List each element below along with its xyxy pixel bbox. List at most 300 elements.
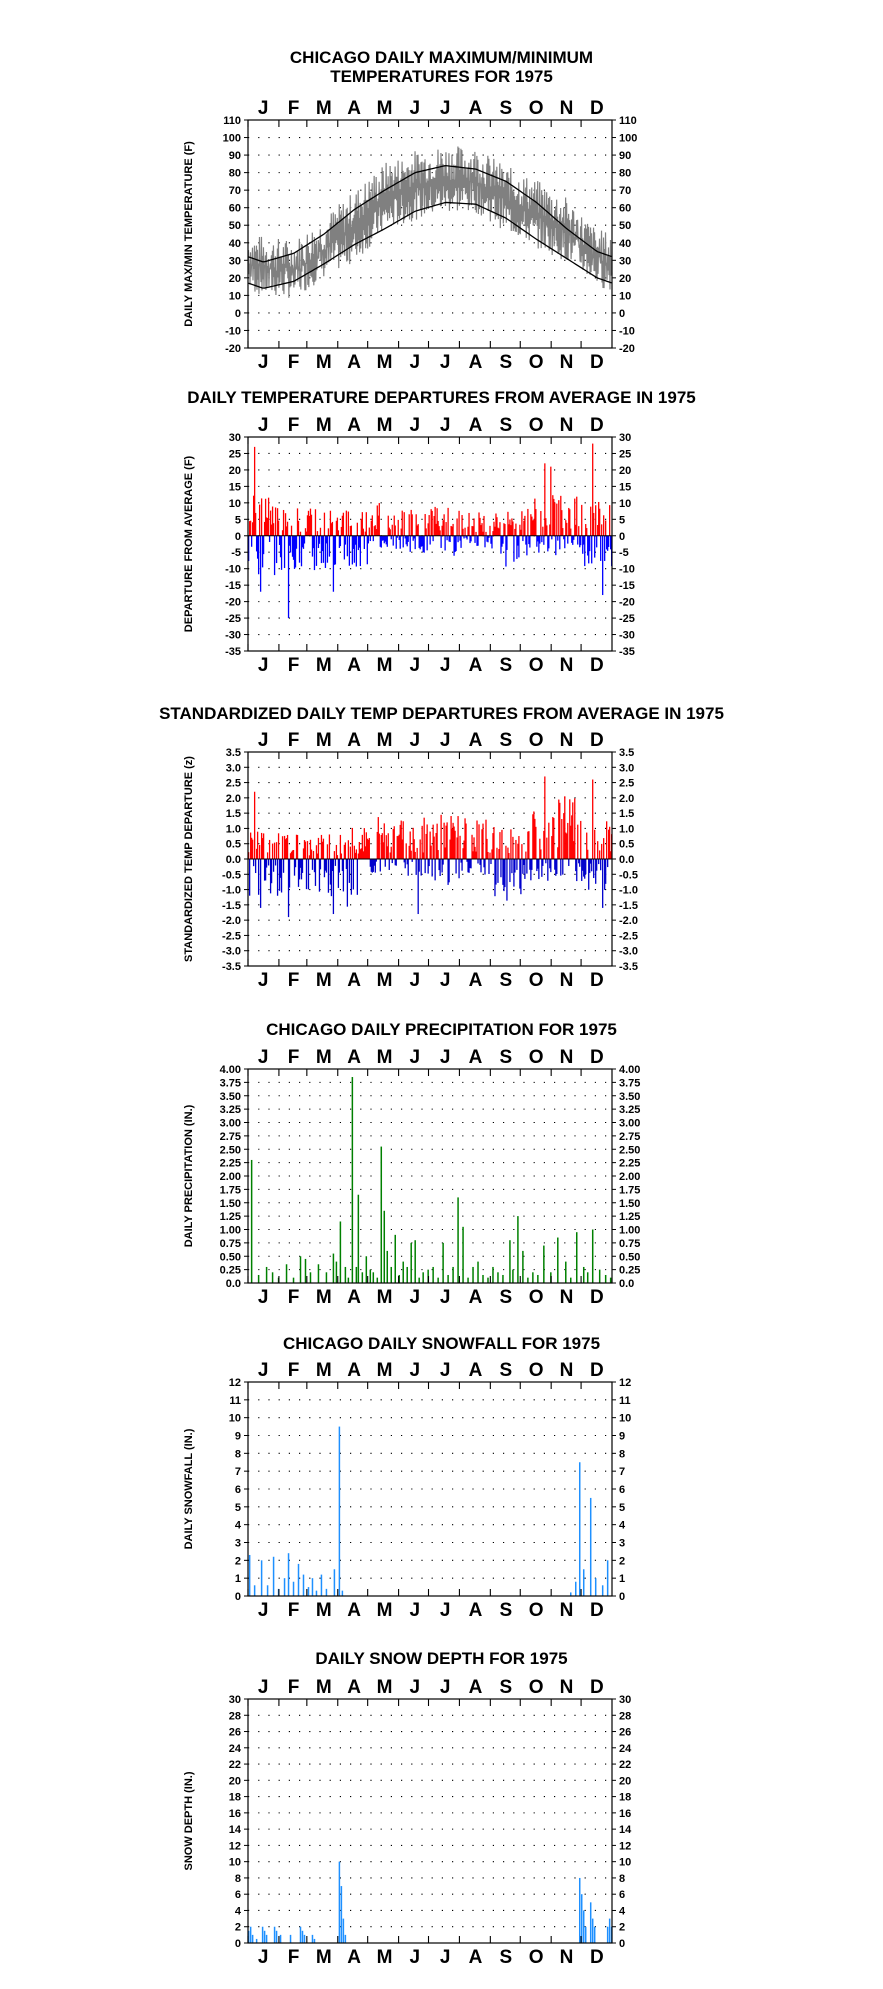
bar xyxy=(531,859,532,870)
bar xyxy=(492,1267,494,1283)
bar xyxy=(607,1927,609,1943)
y-tick-label-left: -10 xyxy=(225,563,241,576)
y-tick-label-left: 26 xyxy=(228,1726,241,1739)
y-tick-label-right: 10 xyxy=(619,1412,632,1425)
month-label-bottom: J xyxy=(257,1600,269,1621)
month-label-bottom: A xyxy=(468,1287,483,1308)
bar xyxy=(415,852,416,859)
bar xyxy=(349,859,350,883)
bar xyxy=(599,1270,601,1283)
bar xyxy=(293,1582,295,1596)
y-tick-label-right: 12 xyxy=(619,1840,632,1853)
y-tick-label-right: 28 xyxy=(619,1710,632,1723)
y-tick-label-left: -2.5 xyxy=(222,930,241,943)
bar xyxy=(579,1878,581,1943)
bar xyxy=(274,843,275,859)
bar xyxy=(364,536,365,549)
bar xyxy=(377,1278,379,1283)
chart-svg xyxy=(0,0,883,375)
bar xyxy=(427,824,428,859)
bar xyxy=(562,859,563,875)
bar xyxy=(522,1251,524,1283)
bar xyxy=(589,536,590,551)
bar xyxy=(524,516,525,536)
bar xyxy=(268,498,269,536)
y-tick-label-left: 1.5 xyxy=(225,808,241,821)
bar xyxy=(266,1935,268,1943)
y-tick-label-right: 3.75 xyxy=(619,1077,641,1090)
month-label-bottom: A xyxy=(468,1947,483,1968)
bar xyxy=(430,846,431,859)
month-label-top: M xyxy=(315,730,332,751)
month-label-bottom: N xyxy=(559,1947,574,1968)
bar xyxy=(555,536,556,555)
bar xyxy=(464,528,465,536)
month-label-bottom: J xyxy=(439,1600,451,1621)
y-tick-label-right: 3.00 xyxy=(619,1117,641,1130)
bar xyxy=(316,536,317,566)
month-label-bottom: M xyxy=(376,1287,393,1308)
month-label-top: F xyxy=(287,415,300,436)
y-tick-label-left: 25 xyxy=(228,448,241,461)
bar xyxy=(305,842,306,859)
bar xyxy=(395,525,396,535)
y-tick-label-right: 5 xyxy=(619,514,626,527)
plot-frame xyxy=(248,1382,612,1596)
bar xyxy=(275,859,276,865)
bar xyxy=(437,850,438,859)
month-label-bottom: M xyxy=(315,655,332,676)
bar xyxy=(518,836,519,859)
bar xyxy=(493,827,494,859)
bar xyxy=(508,853,509,859)
bar xyxy=(461,859,462,871)
month-label-bottom: A xyxy=(347,1287,362,1308)
y-tick-label-left: 70 xyxy=(228,185,241,198)
bar xyxy=(264,1931,266,1943)
bar xyxy=(539,536,540,544)
bar xyxy=(262,1927,264,1943)
bar xyxy=(474,536,475,543)
bar xyxy=(431,511,432,536)
y-tick-label-right: 2.00 xyxy=(619,1171,641,1183)
bar xyxy=(302,1931,304,1943)
y-tick-label-right: 26 xyxy=(619,1726,632,1739)
bar xyxy=(578,526,579,536)
bar xyxy=(440,536,441,548)
bar xyxy=(577,536,578,545)
bar xyxy=(468,513,469,536)
bar xyxy=(276,1931,278,1943)
bar xyxy=(579,859,580,867)
bar xyxy=(603,515,604,535)
y-tick-label-left: 3.5 xyxy=(225,747,241,759)
y-tick-label-right: 12 xyxy=(619,1377,632,1389)
bar xyxy=(475,532,476,536)
month-label-top: M xyxy=(376,1677,393,1698)
bar xyxy=(470,536,471,542)
bar xyxy=(579,1462,581,1596)
bar xyxy=(303,1575,305,1596)
bar xyxy=(527,1278,529,1283)
bar xyxy=(558,500,559,536)
y-tick-label-left: 10 xyxy=(228,290,241,303)
bar xyxy=(483,516,484,536)
bar xyxy=(594,536,595,558)
y-tick-label-left: 1.50 xyxy=(219,1197,241,1210)
bar xyxy=(487,852,488,859)
bar xyxy=(602,536,603,595)
bar xyxy=(535,509,536,536)
month-label-top: M xyxy=(376,1047,393,1068)
bar xyxy=(596,859,597,871)
bar xyxy=(495,859,496,885)
bar xyxy=(477,1262,479,1283)
month-label-bottom: J xyxy=(257,1947,269,1968)
month-label-top: F xyxy=(287,1677,300,1698)
bar xyxy=(499,522,500,536)
month-label-top: A xyxy=(347,730,362,751)
bar xyxy=(517,1216,519,1283)
y-tick-label-right: 2.5 xyxy=(619,777,635,790)
y-tick-label-right: 3.5 xyxy=(619,747,635,759)
y-tick-label-right: -5 xyxy=(619,547,629,560)
bar xyxy=(504,859,505,887)
bar xyxy=(607,859,608,867)
y-tick-label-right: 20 xyxy=(619,272,632,285)
y-tick-label-left: 80 xyxy=(228,167,241,180)
month-label-bottom: M xyxy=(376,1947,393,1968)
month-label-bottom: F xyxy=(287,1287,300,1308)
bar xyxy=(462,529,463,536)
bar xyxy=(449,536,450,542)
bar xyxy=(473,518,474,535)
y-tick-label-left: 12 xyxy=(228,1840,241,1853)
month-label-top: F xyxy=(287,98,300,119)
bar xyxy=(358,1195,360,1283)
month-label-top: N xyxy=(559,1360,574,1381)
bar xyxy=(487,1278,489,1283)
bar xyxy=(312,1935,314,1943)
bar xyxy=(537,1275,539,1283)
bar xyxy=(261,498,262,535)
y-tick-label-left: -2.0 xyxy=(222,915,241,928)
y-tick-label-right: 3.50 xyxy=(619,1090,641,1103)
panel-precip xyxy=(0,1005,883,1320)
month-label-top: J xyxy=(257,730,269,751)
month-label-bottom: N xyxy=(559,352,574,373)
bar xyxy=(341,1886,343,1943)
bar xyxy=(465,824,466,859)
y-tick-label-right: 16 xyxy=(619,1807,632,1820)
bar xyxy=(429,515,430,536)
bar xyxy=(258,1275,260,1283)
bar xyxy=(379,834,380,859)
bar xyxy=(506,536,507,550)
month-label-top: A xyxy=(468,1047,483,1068)
y-tick-label-left: 3.75 xyxy=(219,1077,241,1090)
bar xyxy=(307,841,308,859)
bar xyxy=(430,536,431,545)
bar xyxy=(298,521,299,536)
bar xyxy=(477,536,478,546)
bar xyxy=(447,508,448,536)
y-tick-label-right: 8 xyxy=(619,1448,626,1461)
y-axis-label: STANDARDIZED TEMP DEPARTURE (z) xyxy=(183,756,195,962)
y-tick-label-left: 0 xyxy=(234,530,241,543)
month-label-bottom: J xyxy=(439,1947,451,1968)
month-label-bottom: M xyxy=(376,352,393,373)
y-tick-label-right: 8 xyxy=(619,1872,626,1885)
bar xyxy=(477,859,478,863)
month-label-bottom: O xyxy=(528,655,544,676)
y-tick-label-right: 4 xyxy=(619,1519,626,1532)
bar xyxy=(585,859,586,874)
bar xyxy=(291,526,292,536)
bar xyxy=(593,859,594,878)
bar xyxy=(446,536,447,540)
bar xyxy=(564,536,565,548)
y-tick-label-left: 4 xyxy=(234,1905,241,1918)
y-tick-label-right: 1.50 xyxy=(619,1197,641,1210)
y-tick-label-left: -5 xyxy=(231,547,241,560)
chart-svg xyxy=(0,1005,883,1320)
bar xyxy=(403,821,404,859)
bar xyxy=(315,859,316,886)
bar xyxy=(297,835,298,859)
y-tick-label-right: 0 xyxy=(619,530,626,543)
y-tick-label-left: 3.0 xyxy=(225,762,241,775)
y-tick-label-right: 3 xyxy=(619,1537,626,1550)
bar xyxy=(439,859,440,876)
bar xyxy=(590,1498,592,1596)
bar xyxy=(317,531,318,536)
bar xyxy=(516,859,517,870)
y-tick-label-right: 30 xyxy=(619,1694,632,1706)
bar xyxy=(340,536,341,546)
bar xyxy=(406,1267,408,1283)
bar xyxy=(337,855,338,859)
y-tick-label-right: -30 xyxy=(619,629,635,642)
bar xyxy=(402,511,403,536)
bar xyxy=(403,536,404,548)
bar xyxy=(454,831,455,859)
month-label-top: F xyxy=(287,1360,300,1381)
bar xyxy=(445,522,446,536)
bar xyxy=(511,859,512,873)
bar xyxy=(335,536,336,565)
bar xyxy=(356,536,357,567)
bar xyxy=(592,1919,594,1943)
month-label-bottom: J xyxy=(439,352,451,373)
month-label-top: J xyxy=(409,1360,421,1381)
bar xyxy=(583,1910,585,1943)
month-label-bottom: M xyxy=(315,1600,332,1621)
y-tick-label-right: 2.0 xyxy=(619,792,635,805)
bar xyxy=(482,824,483,859)
bar xyxy=(607,1560,609,1596)
bar xyxy=(557,1238,559,1283)
bar xyxy=(542,527,543,536)
bar xyxy=(566,523,567,536)
bar xyxy=(587,1272,589,1283)
month-label-top: J xyxy=(257,98,269,119)
bar xyxy=(281,859,282,893)
bar xyxy=(332,522,333,536)
bar xyxy=(293,1278,295,1283)
bar xyxy=(276,536,277,563)
bar xyxy=(313,851,314,859)
bar xyxy=(409,514,410,536)
month-label-bottom: J xyxy=(439,1287,451,1308)
bar xyxy=(484,859,485,875)
bar xyxy=(300,1927,302,1943)
bar xyxy=(442,1243,444,1283)
y-tick-label-right: 0.0 xyxy=(619,854,635,866)
data-marks xyxy=(248,146,612,297)
month-label-top: A xyxy=(347,1360,362,1381)
month-label-top: D xyxy=(589,1047,604,1068)
chart-title-line: DAILY TEMPERATURE DEPARTURES FROM AVERAGE IN 1975 xyxy=(187,388,696,407)
month-label-top: O xyxy=(528,1360,544,1381)
month-label-bottom: S xyxy=(499,1287,513,1308)
chart-svg xyxy=(0,1320,883,1635)
bar xyxy=(488,859,489,874)
month-label-top: M xyxy=(315,1047,332,1068)
y-tick-label-left: 2.75 xyxy=(219,1130,241,1143)
panel-departures xyxy=(0,375,883,690)
bar xyxy=(381,1147,383,1283)
bar xyxy=(458,511,459,536)
y-tick-label-right: 20 xyxy=(619,464,632,477)
y-tick-label-right: 70 xyxy=(619,185,632,198)
y-tick-label-right: 0 xyxy=(619,1938,626,1950)
bar xyxy=(490,859,491,864)
bar xyxy=(350,847,351,859)
y-tick-label-left: 3.00 xyxy=(219,1117,241,1130)
bar xyxy=(263,536,264,554)
bar xyxy=(368,536,369,544)
month-label-top: J xyxy=(439,730,451,751)
month-label-top: J xyxy=(257,1047,269,1068)
bar xyxy=(540,511,541,536)
bar xyxy=(261,1560,263,1596)
bar xyxy=(380,859,381,871)
bar xyxy=(551,536,552,540)
y-tick-label-left: 0.0 xyxy=(225,1278,241,1290)
bar xyxy=(554,503,555,536)
bar xyxy=(512,1270,514,1283)
bar xyxy=(298,1564,300,1596)
bar xyxy=(340,1221,342,1283)
bar xyxy=(390,529,391,535)
bar xyxy=(339,859,340,873)
bar xyxy=(276,842,277,859)
month-label-bottom: D xyxy=(589,352,604,373)
bar xyxy=(351,859,352,895)
bar xyxy=(439,530,440,535)
bar xyxy=(329,834,330,859)
month-label-top: O xyxy=(528,1677,544,1698)
bar xyxy=(587,850,588,859)
bar xyxy=(388,833,389,859)
bar xyxy=(605,859,606,884)
bar xyxy=(565,1262,567,1283)
bar xyxy=(251,536,252,547)
bar xyxy=(526,859,527,874)
y-tick-label-right: 6 xyxy=(619,1484,626,1496)
bar xyxy=(460,536,461,548)
month-label-top: A xyxy=(468,1360,483,1381)
bar xyxy=(323,536,324,563)
bar xyxy=(527,509,528,536)
bar xyxy=(513,536,514,562)
bar xyxy=(333,1254,335,1283)
bar xyxy=(289,859,290,888)
bar xyxy=(515,840,516,859)
bar xyxy=(443,514,444,535)
y-tick-label-right: 2.25 xyxy=(619,1157,641,1170)
month-label-bottom: F xyxy=(287,970,300,991)
month-label-bottom: N xyxy=(559,1600,574,1621)
month-label-top: S xyxy=(499,730,513,751)
bar xyxy=(496,848,497,859)
bar xyxy=(601,524,602,535)
bar xyxy=(363,529,364,536)
bar xyxy=(278,833,279,859)
month-label-top: S xyxy=(499,1360,513,1381)
bar xyxy=(583,1267,585,1283)
bar xyxy=(250,1927,252,1943)
bar xyxy=(429,859,430,866)
grid xyxy=(248,1382,612,1596)
y-tick-label-left: 2.0 xyxy=(225,792,241,805)
bar xyxy=(341,853,342,859)
bar xyxy=(360,536,361,566)
y-tick-label-left: 90 xyxy=(228,150,241,163)
bar xyxy=(489,526,490,536)
month-label-top: N xyxy=(559,1677,574,1698)
bar xyxy=(548,536,549,549)
y-tick-label-left: 14 xyxy=(228,1824,241,1837)
bar xyxy=(412,514,413,535)
bar xyxy=(392,859,393,863)
bar xyxy=(594,830,595,859)
bar xyxy=(609,1919,611,1943)
month-label-top: D xyxy=(589,1677,604,1698)
bar xyxy=(422,1272,424,1283)
bar xyxy=(590,507,591,536)
y-tick-label-right: 0.0 xyxy=(619,1278,635,1290)
month-label-bottom: F xyxy=(287,1600,300,1621)
month-label-top: J xyxy=(409,98,421,119)
bar xyxy=(290,536,291,553)
panel-temps xyxy=(0,0,883,375)
bar xyxy=(482,1275,484,1283)
month-label-top: N xyxy=(559,1047,574,1068)
bar xyxy=(389,859,390,870)
plot-frame xyxy=(248,1699,612,1943)
bar xyxy=(343,859,344,891)
month-label-bottom: J xyxy=(257,655,269,676)
y-tick-label-left: 5 xyxy=(234,514,241,527)
month-label-top: F xyxy=(287,730,300,751)
y-tick-label-left: 1 xyxy=(234,1573,241,1586)
bar xyxy=(470,859,471,868)
month-label-bottom: J xyxy=(257,970,269,991)
bar xyxy=(497,1272,499,1283)
y-tick-label-left: -1.0 xyxy=(222,884,241,897)
